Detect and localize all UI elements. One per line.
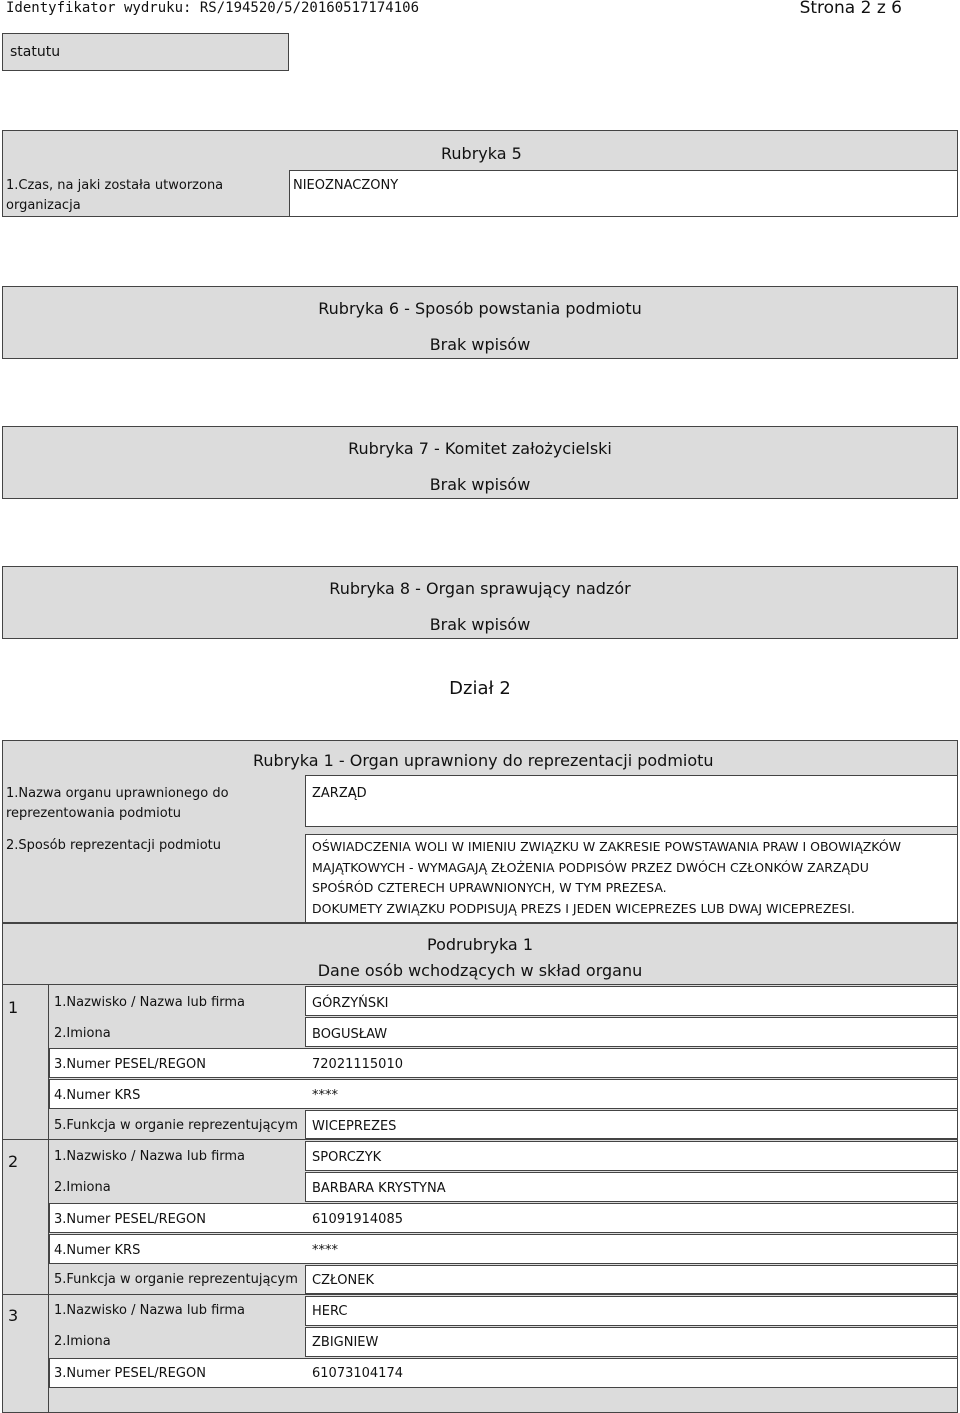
person-3-row-1-label: 1.Nazwisko / Nazwa lub firma — [54, 1303, 246, 1318]
person-1-row-5-cell — [305, 1110, 958, 1139]
person-2-top-line — [2, 1139, 958, 1140]
person-2-row-3-value: 61091914085 — [312, 1212, 403, 1227]
rubryka1-field1-label: 1.Nazwa organu uprawnionego do reprezentowania podmiotu — [6, 786, 229, 821]
statutu-label: statutu — [10, 44, 61, 60]
person-1-row-2-value: BOGUSŁAW — [312, 1027, 388, 1042]
person-1-row-3-label: 3.Numer PESEL/REGON — [54, 1057, 206, 1072]
rubryka5-value-cell — [289, 170, 958, 217]
rubryka1-field2-cell — [305, 834, 958, 923]
person-2-row-4-label: 4.Numer KRS — [54, 1243, 141, 1258]
rubryka1-field2-line-3: SPOŚRÓD CZTERECH UPRAWNIONYCH, W TYM PREZESA. — [312, 880, 667, 895]
rubryka7-value: Brak wpisów — [429, 475, 531, 494]
statutu-box — [2, 33, 289, 71]
person-2-row-3-label: 3.Numer PESEL/REGON — [54, 1212, 206, 1227]
person-1-number: 1 — [8, 998, 19, 1017]
rubryka1-field2-label: 2.Sposób reprezentacji podmiotu — [6, 838, 221, 853]
person-1-row-1-label: 1.Nazwisko / Nazwa lub firma — [54, 995, 246, 1010]
person-1-row-5-value: WICEPREZES — [312, 1119, 397, 1134]
podrubryka-title: Podrubryka 1 — [427, 935, 533, 954]
person-2-row-1-label: 1.Nazwisko / Nazwa lub firma — [54, 1149, 246, 1164]
rubryka1-field1-cell — [305, 775, 958, 827]
person-2-row-4-value: **** — [312, 1243, 338, 1258]
person-1-row-3-cell — [49, 1048, 958, 1078]
person-1-row-2-cell — [305, 1017, 958, 1047]
rubryka7-title: Rubryka 7 - Komitet założycielski — [348, 439, 612, 458]
person-1-row-5-label: 5.Funkcja w organie reprezentującym — [54, 1118, 298, 1133]
person-2-row-4-cell — [49, 1234, 958, 1264]
person-3-row-3-label: 3.Numer PESEL/REGON — [54, 1366, 206, 1381]
person-3-row-3-cell — [49, 1358, 958, 1388]
person-2-row-5-cell — [305, 1265, 958, 1294]
rubryka1-field2-line-1: OŚWIADCZENIA WOLI W IMIENIU ZWIĄZKU W ZAKRESIE POWSTAWANIA PRAW I OBOWIĄZKÓW — [312, 839, 902, 854]
rubryka5-value: NIEOZNACZONY — [293, 178, 399, 193]
person-3-row-2-value: ZBIGNIEW — [312, 1335, 379, 1350]
person-1-row-4-label: 4.Numer KRS — [54, 1088, 141, 1103]
person-1-row-2-label: 2.Imiona — [54, 1026, 111, 1041]
person-2-row-5-value: CZŁONEK — [312, 1273, 374, 1288]
rubryka8-title: Rubryka 8 - Organ sprawujący nadzór — [329, 579, 631, 598]
person-3-row-2-cell — [305, 1327, 958, 1357]
person-3-top-line — [2, 1294, 958, 1295]
dzial-title: Dział 2 — [449, 678, 511, 699]
page-number: Strona 2 z 6 — [799, 0, 902, 18]
rubryka1-field1-value: ZARZĄD — [312, 786, 367, 801]
rubryka5-label: 1.Czas, na jaki została utworzona organizacja — [6, 178, 224, 213]
person-3-row-3-value: 61073104174 — [312, 1366, 403, 1381]
person-3-number: 3 — [8, 1306, 19, 1325]
person-3-row-1-value: HERC — [312, 1304, 348, 1319]
podrubryka-subtitle: Dane osób wchodzących w skład organu — [317, 961, 643, 980]
person-2-row-3-cell — [49, 1203, 958, 1233]
person-1-row-3-value: 72021115010 — [312, 1057, 403, 1072]
person-1-row-4-value: **** — [312, 1088, 338, 1103]
rubryka1-title: Rubryka 1 - Organ uprawniony do reprezentacji podmiotu — [253, 751, 714, 770]
print-identifier: Identyfikator wydruku: RS/194520/5/20160517174106 — [6, 0, 420, 16]
person-2-number: 2 — [8, 1152, 19, 1171]
rubryka6-title: Rubryka 6 - Sposób powstania podmiotu — [318, 299, 642, 318]
rubryka6-value: Brak wpisów — [429, 335, 531, 354]
person-2-row-1-value: SPORCZYK — [312, 1150, 382, 1165]
person-3-row-1-cell — [305, 1296, 958, 1326]
person-2-row-1-cell — [305, 1141, 958, 1171]
person-3-row-2-label: 2.Imiona — [54, 1334, 111, 1349]
person-1-row-1-value: GÓRZYŃSKI — [312, 996, 389, 1011]
person-1-row-1-cell — [305, 986, 958, 1016]
rubryka5-title: Rubryka 5 — [441, 144, 522, 163]
person-2-row-2-cell — [305, 1172, 958, 1202]
rubryka8-value: Brak wpisów — [429, 615, 531, 634]
person-2-row-2-value: BARBARA KRYSTYNA — [312, 1181, 446, 1196]
person-1-row-4-cell — [49, 1079, 958, 1109]
person-2-row-5-label: 5.Funkcja w organie reprezentującym — [54, 1272, 298, 1287]
rubryka1-field2-line-2: MAJĄTKOWYCH - WYMAGAJĄ ZŁOŻENIA PODPISÓW PRZEZ DWÓCH CZŁONKÓW ZARZĄDU — [312, 860, 869, 875]
person-1-top-line — [2, 984, 958, 985]
person-2-row-2-label: 2.Imiona — [54, 1180, 111, 1195]
rubryka1-field2-line-4: DOKUMETY ZWIĄZKU PODPISUJĄ PREZS I JEDEN WICEPREZES LUB DWAJ WICEPREZESI. — [312, 901, 855, 916]
